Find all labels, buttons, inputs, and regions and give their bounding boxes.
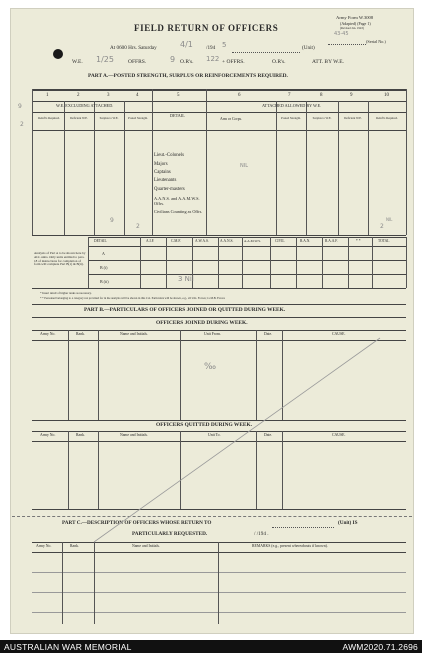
- detail-head: DETAIL: [170, 113, 185, 118]
- pencil-mark: NIL: [386, 217, 393, 222]
- part-c-head: REMARKS (e.g., present whereabouts if known).: [252, 544, 328, 548]
- att-label: ATT. BY W.E.: [312, 59, 344, 65]
- col-number: 6: [238, 93, 241, 98]
- footnote-2: * * Personnel belonging to a category not provided for in the analysis will be shown in this Col. Particulars will be shown, e.g., 2d U.K. Forces; 1s M.B. Forces: [40, 296, 225, 300]
- unit-label: (Unit): [302, 45, 315, 51]
- analysis-row-label: B (i): [100, 265, 108, 270]
- joined-head: CAUSE.: [332, 332, 346, 336]
- archive-footer: [0, 640, 422, 653]
- part-c-head: Army No.: [36, 544, 52, 548]
- analysis-head: DETAIL: [94, 239, 107, 243]
- quitted-head: Army No.: [40, 433, 56, 437]
- analysis-row-label: B (ii): [100, 279, 109, 284]
- analysis-head: A.W.A.S.: [195, 239, 209, 243]
- pencil-tick: ‰: [204, 362, 217, 372]
- analysis-head: C.M.F.: [171, 239, 181, 243]
- pencil-mark: 2: [20, 121, 24, 128]
- col-number: 3: [107, 93, 110, 98]
- date-line-prefix: At 0600 Hrs. Saturday: [110, 45, 157, 51]
- year-label: /194: [206, 45, 216, 51]
- col-head: Deficient W.E.: [70, 116, 88, 120]
- col-head: Reinf'ts Required.: [376, 116, 398, 120]
- analysis-head: R.A.N.: [300, 239, 311, 243]
- rank-label: Lieut.-Colonels: [154, 153, 184, 158]
- part-a-title: PART A.—POSTED STRENGTH, SURPLUS OR REINFORCEMENTS REQUIRED.: [88, 73, 288, 79]
- analysis-head: A.A.M.W.S.: [244, 239, 261, 243]
- rank-label: Lieutenants: [154, 178, 177, 183]
- col-head: Surplus to W.E.: [312, 116, 332, 120]
- quitted-head: Rank.: [76, 433, 85, 437]
- col-number: 4: [136, 93, 139, 98]
- footer-right: AWM2020.71.2696: [342, 642, 418, 652]
- col-number: 1: [46, 93, 49, 98]
- quitted-head: CAUSE.: [332, 433, 346, 437]
- analysis-head: CIVIL: [275, 239, 285, 243]
- serial-pencil: 43-45: [334, 31, 349, 37]
- analysis-head: A.A.N.S.: [220, 239, 234, 243]
- quitted-head: Name and Initials.: [120, 433, 148, 437]
- rank-label: Quarter-masters: [154, 187, 185, 192]
- analysis-note: Analysis of Part A to be shown here by ALL units. Only units entitled to para. 18 of instructions for completion of form will complete Part B(1) & B(ii).: [34, 251, 86, 267]
- pencil-mark: NIL: [240, 163, 249, 169]
- rank-label: A.A.N.S. and A.A.M.W.S. Offrs.: [154, 196, 200, 206]
- joined-title: OFFICERS JOINED DURING WEEK.: [156, 320, 248, 326]
- col-number: 8: [320, 93, 323, 98]
- joined-head: Name and Initials.: [120, 332, 148, 336]
- pencil-mark: 9: [18, 103, 22, 110]
- pencil-mark: 2: [136, 223, 140, 230]
- footnote-1: * Insert detail of higher ranks as necessary.: [40, 291, 92, 295]
- col-head: Surplus to W.E.: [99, 116, 119, 120]
- col-head: Posted Strength.: [128, 116, 148, 120]
- part-c-title-suffix: (Unit) IS: [338, 520, 358, 526]
- att-allowed-head: ATTACHED ALLOWED BY W.E.: [262, 103, 322, 108]
- plus-ors-label: O.R's.: [272, 59, 286, 65]
- rank-label: Captains: [154, 170, 171, 175]
- form-title: FIELD RETURN OF OFFICERS: [134, 23, 279, 33]
- pencil-mark: 9: [110, 217, 114, 224]
- joined-head: Rank.: [76, 332, 85, 336]
- rank-label: Civilians Counting as Offrs.: [154, 209, 203, 214]
- we-pencil: 1/25: [96, 55, 114, 64]
- joined-head: Unit From.: [204, 332, 221, 336]
- part-c-head: Name and Initials.: [132, 544, 160, 548]
- quitted-head: Unit To.: [208, 433, 221, 437]
- joined-head: Date.: [264, 332, 273, 336]
- analysis-pencil: 3 Nil: [178, 275, 194, 283]
- form-ref-3: (Revised Jan. 1943): [340, 26, 364, 30]
- col-number: 9: [350, 93, 353, 98]
- part-c-title: PART C.—DESCRIPTION OF OFFICERS WHOSE RETURN TO: [62, 520, 212, 526]
- we-excl-head: W.E. EXCLUDING ATTACHED.: [56, 103, 114, 108]
- part-c-head: Rank.: [70, 544, 79, 548]
- col-number: 5: [177, 93, 180, 98]
- year-pencil: 5: [222, 41, 227, 49]
- part-b-title: PART B.—PARTICULARS OF OFFICERS JOINED OR QUITTED DURING WEEK.: [84, 307, 286, 313]
- we-label: W.E.: [72, 59, 83, 65]
- quitted-title: OFFICERS QUITTED DURING WEEK.: [156, 422, 253, 428]
- analysis-row-label: A: [102, 251, 105, 256]
- col-head: Reinf'ts Required.: [38, 116, 60, 120]
- ors-pencil: 122: [206, 55, 220, 63]
- offrs-pencil: 9: [170, 55, 176, 64]
- analysis-head: * *: [356, 239, 361, 243]
- analysis-head: A.I.F.: [146, 239, 155, 243]
- part-c-requested-date: / /194 .: [254, 531, 269, 537]
- col-number: 2: [77, 93, 80, 98]
- serial-label: (Serial No.): [366, 39, 386, 44]
- joined-head: Army No.: [40, 332, 56, 336]
- col-head: Arm or Corps.: [220, 117, 243, 121]
- analysis-head: R.A.A.F.: [325, 239, 338, 243]
- ors-label: O.R's.: [180, 59, 194, 65]
- footer-left: AUSTRALIAN WAR MEMORIAL: [4, 642, 132, 652]
- col-head: Posted Strength.: [281, 116, 301, 120]
- date-pencil: 4/1: [180, 40, 193, 49]
- rank-label: Majors: [154, 162, 168, 167]
- analysis-head: TOTAL: [378, 239, 390, 243]
- form-ref-2: (Adapted) (Page 1): [340, 21, 371, 26]
- offrs-label: OFFRS.: [128, 59, 147, 65]
- col-head: Deficient W.E.: [344, 116, 362, 120]
- col-number: 7: [288, 93, 291, 98]
- col-number: 10: [384, 93, 389, 98]
- plus-offrs-label: + OFFRS.: [222, 59, 245, 65]
- pencil-mark: 2: [380, 223, 384, 230]
- form-ref-1: Army Form W.3008: [336, 15, 374, 20]
- part-c-requested: PARTICULARLY REQUESTED.: [132, 531, 208, 537]
- quitted-head: Date.: [264, 433, 273, 437]
